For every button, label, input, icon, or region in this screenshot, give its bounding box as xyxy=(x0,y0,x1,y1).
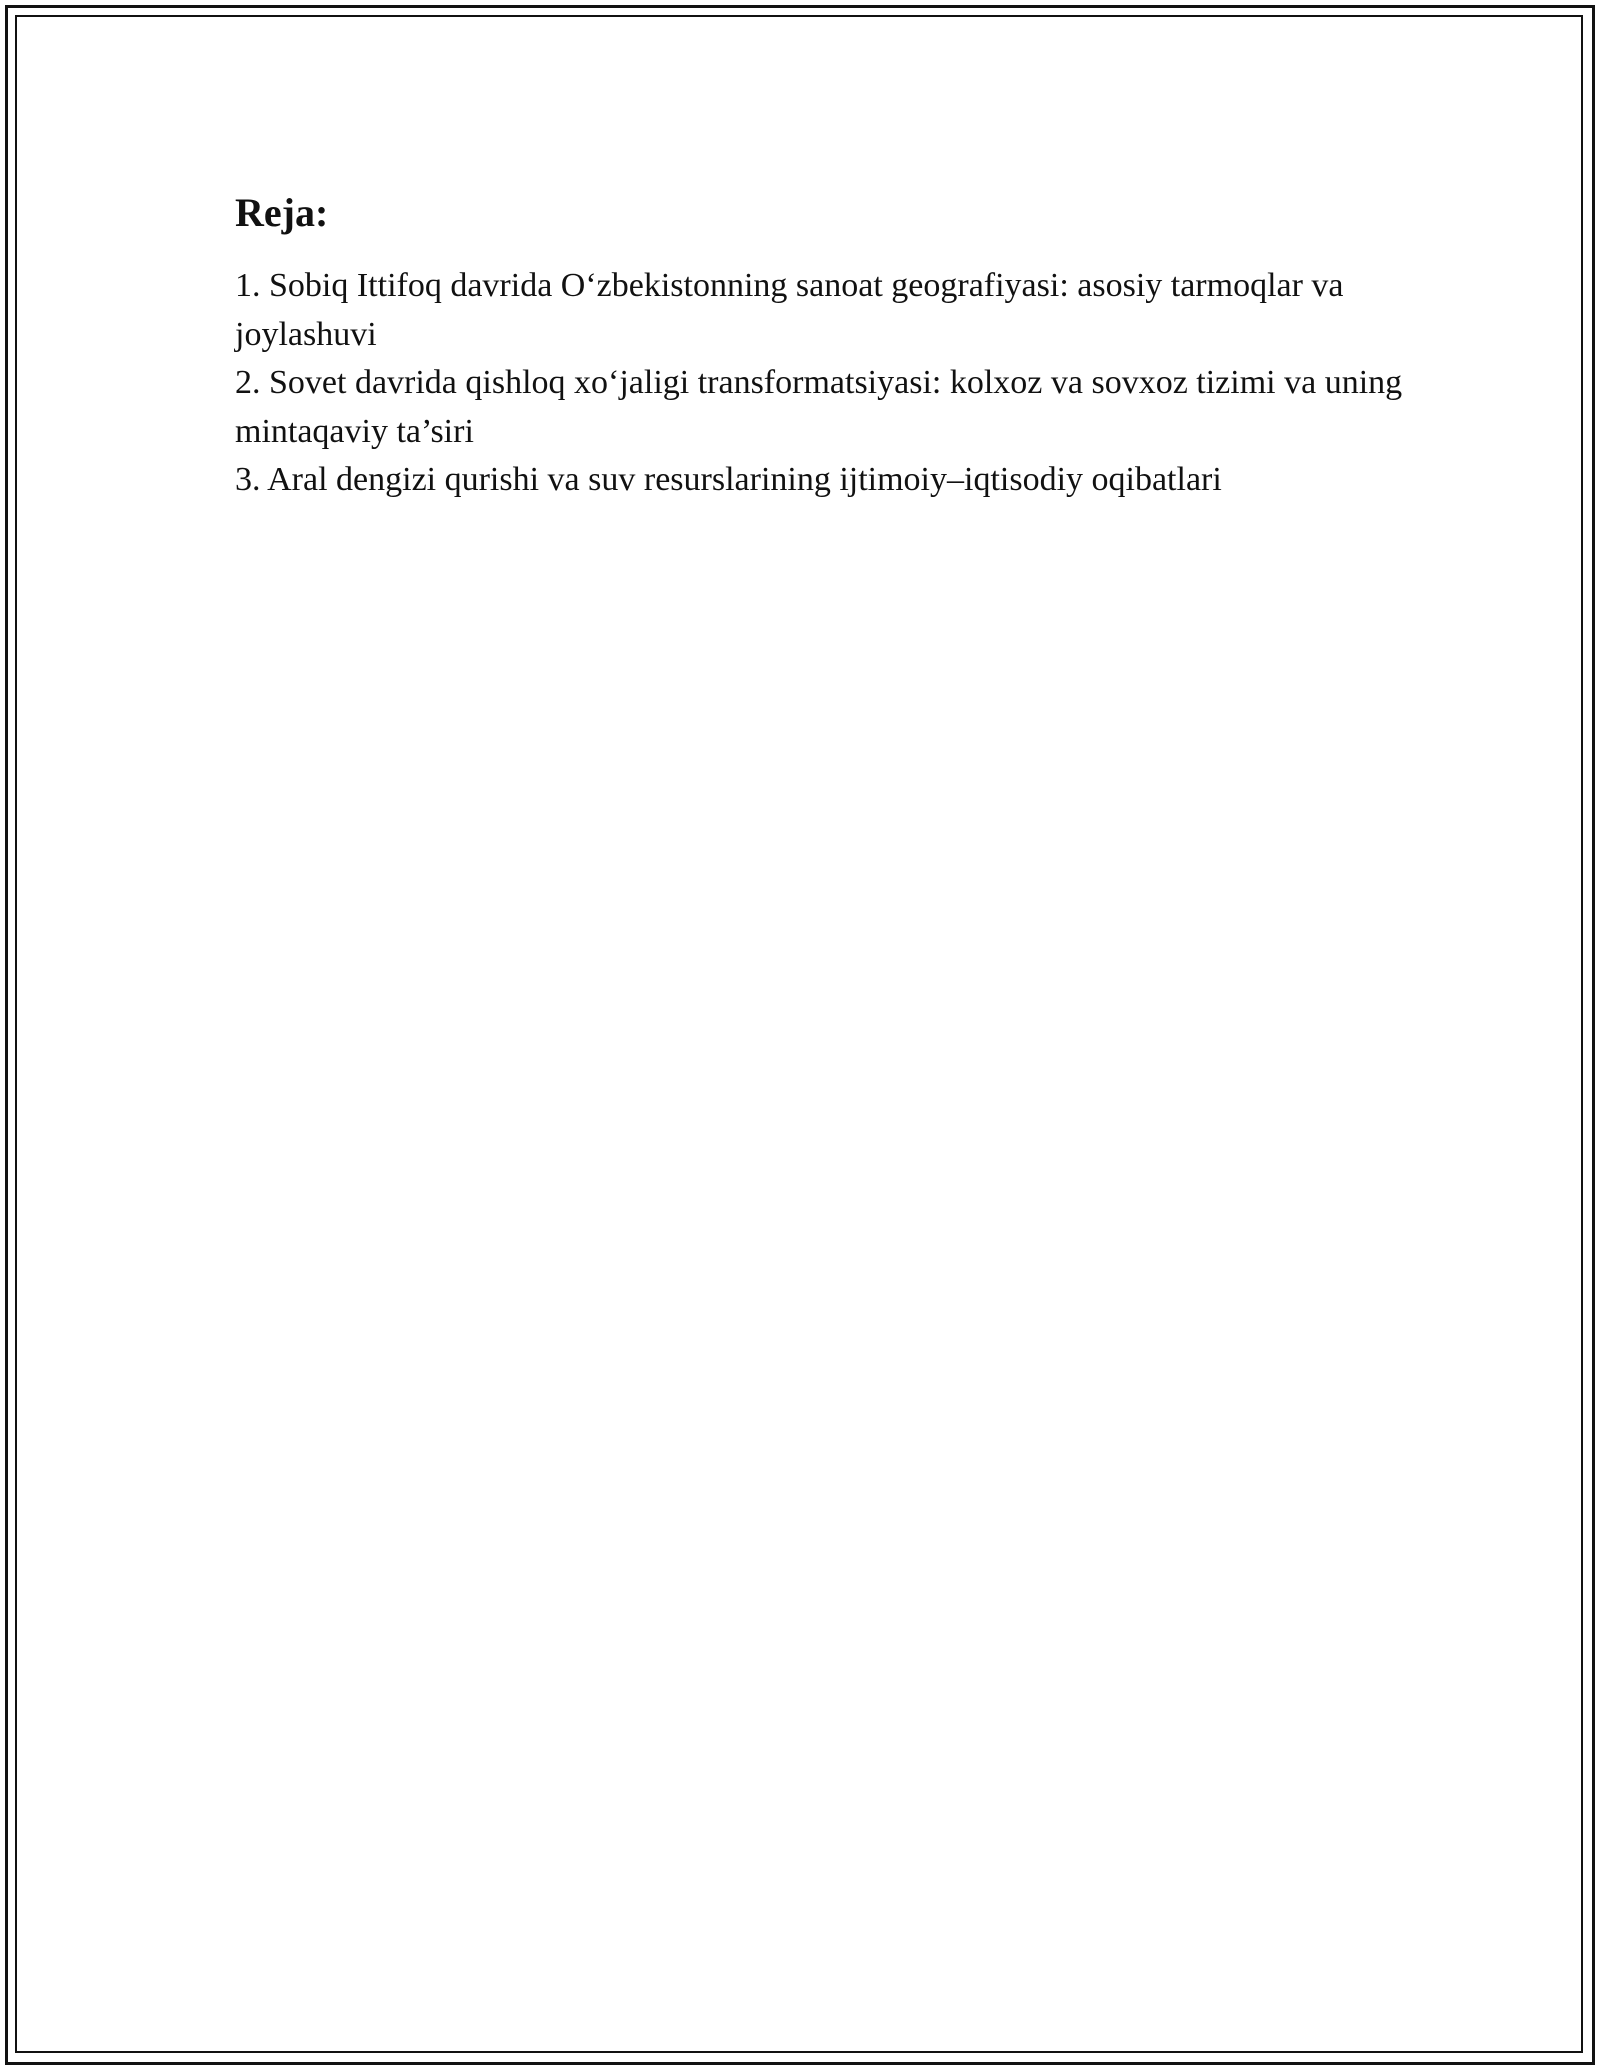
plan-item-3: 3. Aral dengizi qurishi va suv resurslarining ijtimoiy–iqtisodiy oqibatlari xyxy=(235,461,1222,498)
plan-item-2: 2. Sovet davrida qishloq xo‘jaligi transformatsiyasi: kolxoz va sovxoz tizimi va uning mintaqaviy ta’siri xyxy=(235,364,1403,450)
document-body xyxy=(235,188,1405,505)
plan-heading: Reja: xyxy=(235,190,329,235)
plan-item-1: 1. Sobiq Ittifoq davrida O‘zbekistonning sanoat geografiyasi: asosiy tarmoqlar va joylashuvi xyxy=(235,267,1344,353)
plan-list xyxy=(235,262,1405,505)
